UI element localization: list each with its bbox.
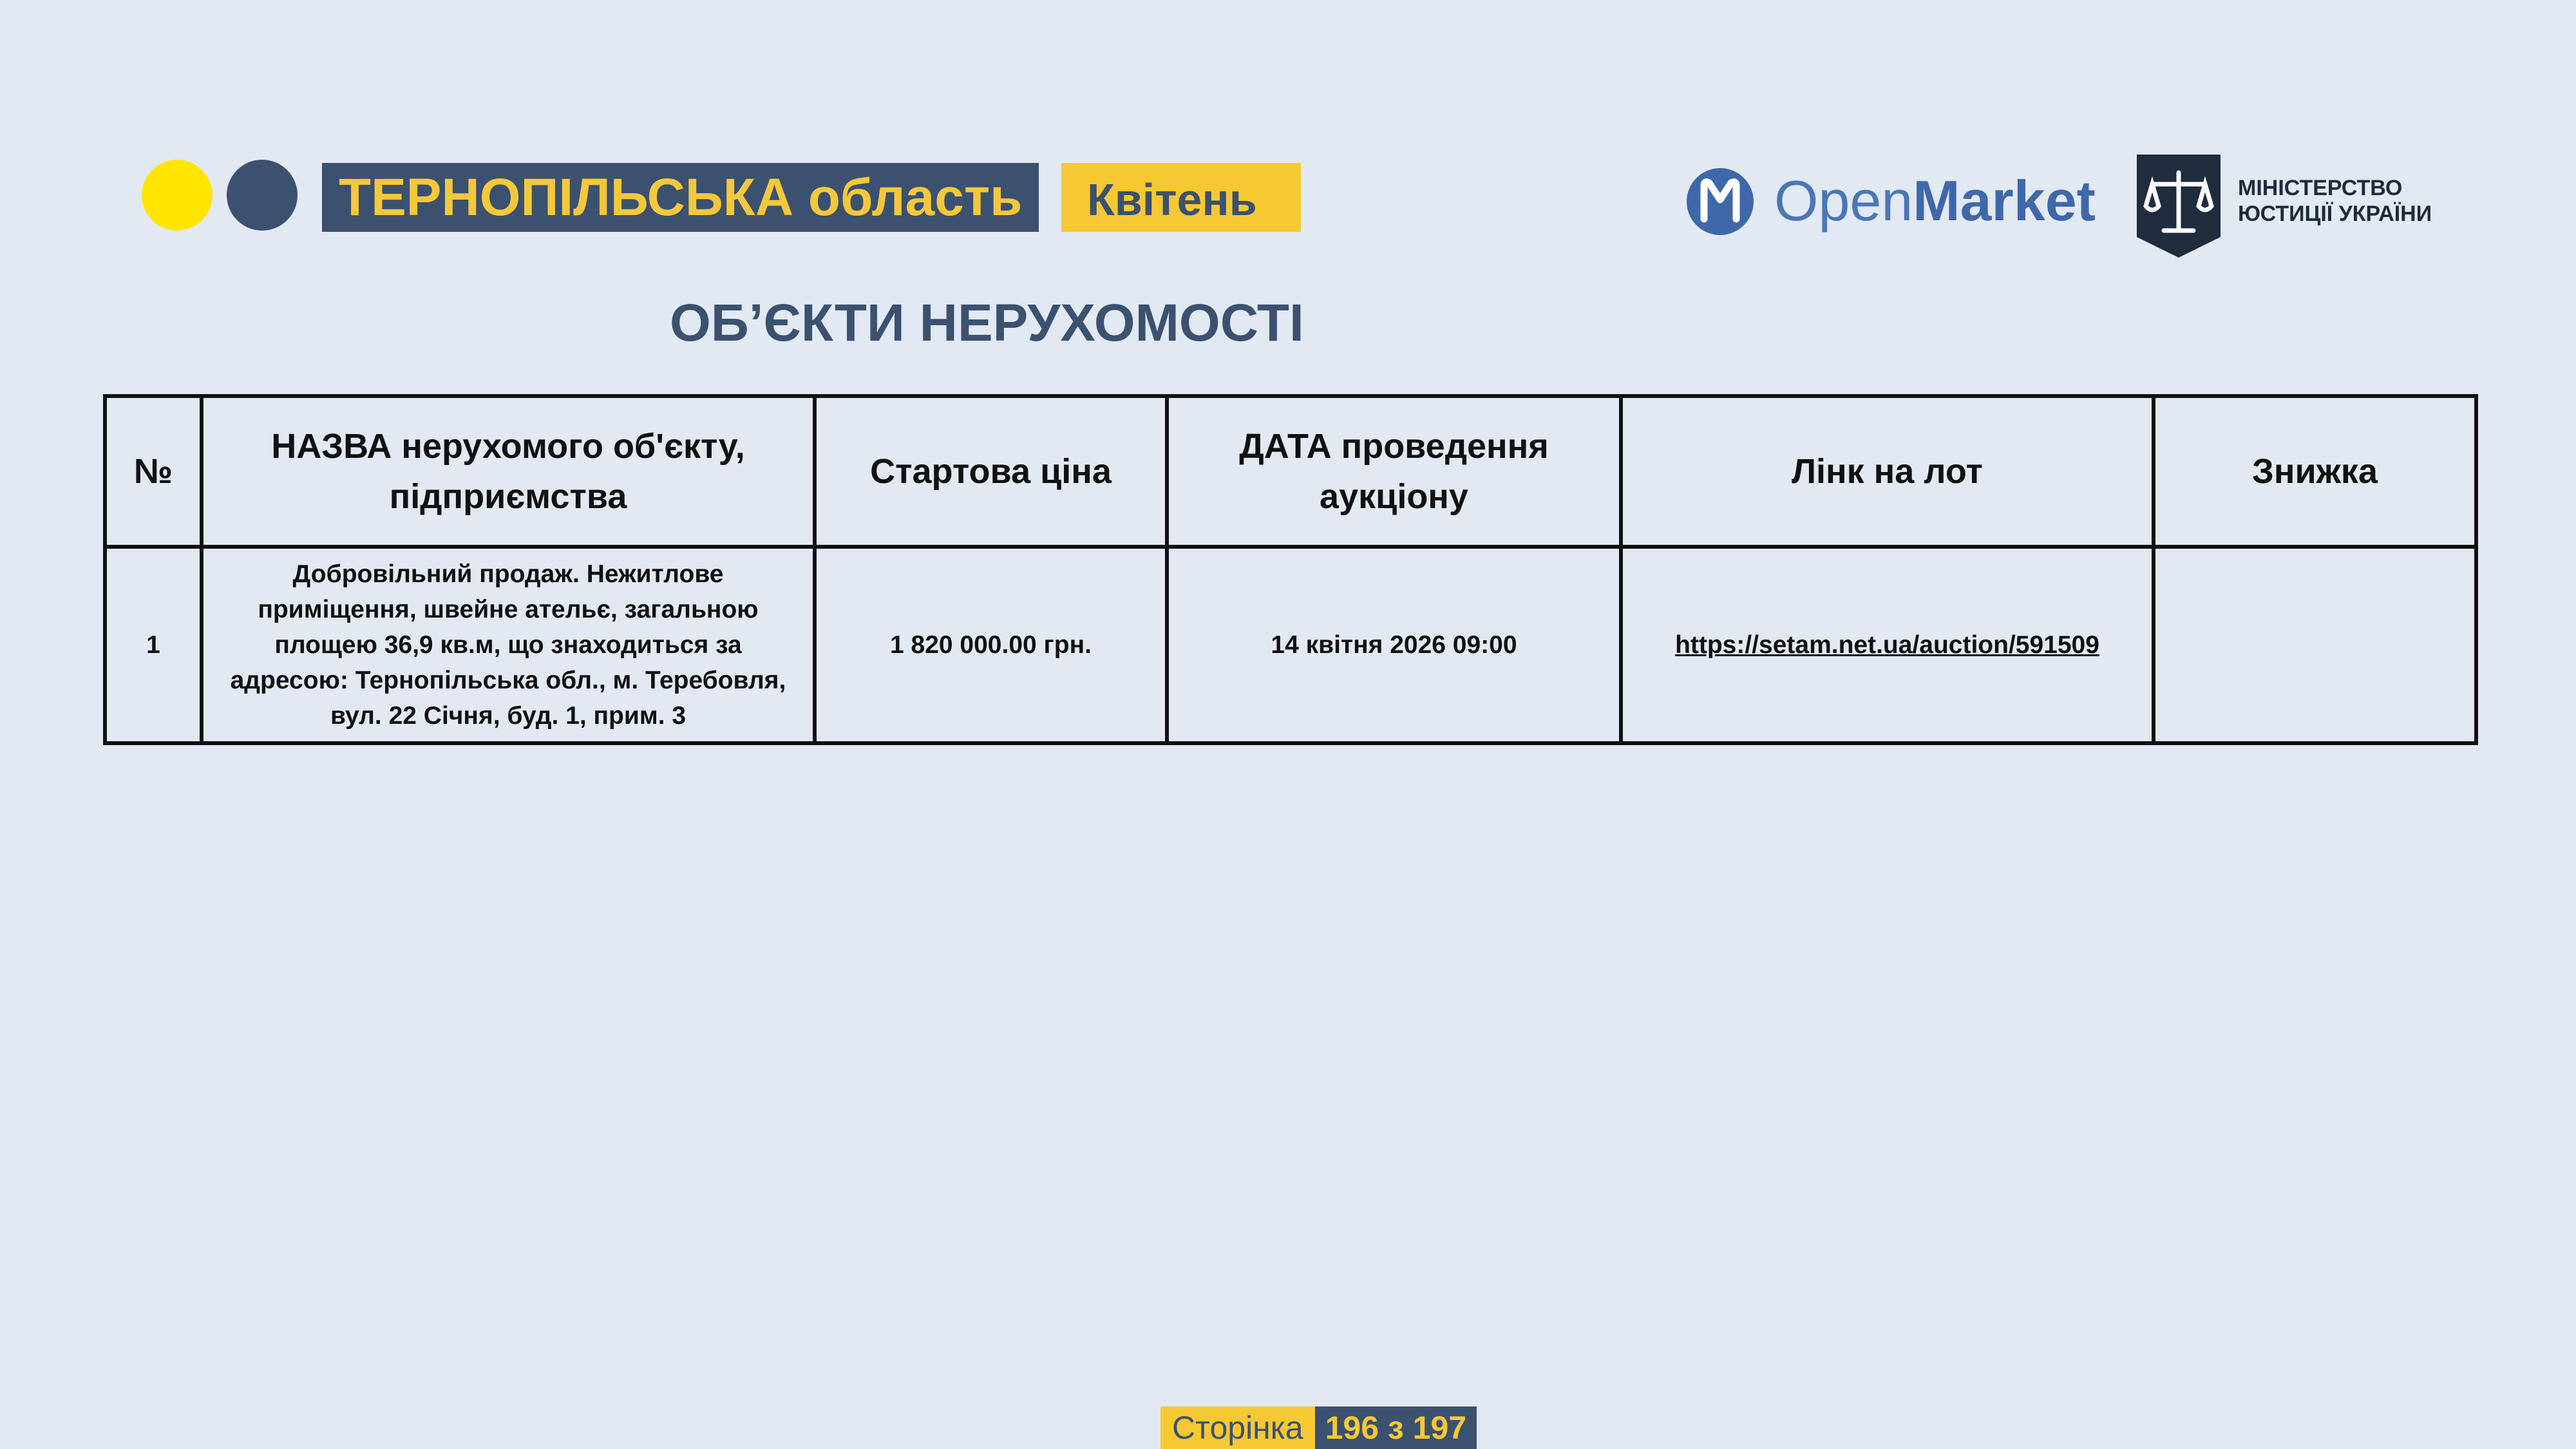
page-indicator-label: Сторінка bbox=[1160, 1406, 1315, 1449]
header-price: Стартова ціна bbox=[815, 396, 1167, 547]
header-name: НАЗВА нерухомого об'єкту, підприємства bbox=[202, 396, 815, 547]
ministry-shield-icon bbox=[2137, 155, 2221, 258]
ministry-name-line2: ЮСТИЦІЇ УКРАЇНИ bbox=[2238, 202, 2432, 226]
header-discount: Знижка bbox=[2154, 396, 2476, 547]
openmarket-wordmark-open: Open bbox=[1774, 169, 1913, 232]
cell-discount bbox=[2154, 547, 2476, 743]
table-row bbox=[105, 547, 2476, 743]
cell-date: 14 квітня 2026 09:00 bbox=[1167, 547, 1621, 743]
cell-name: Добровільний продаж. Нежитлове приміщення, швейне ательє, загальною площею 36,9 кв.м, що знаходиться за адресою: Тернопільська обл., м. Теребовля, вул. 22 Січня, буд. 1, прим. 3 bbox=[202, 547, 815, 743]
month-badge: Квітень bbox=[1061, 163, 1301, 232]
table-header-row bbox=[105, 396, 2476, 547]
header-number: № bbox=[105, 396, 202, 547]
header-link: Лінк на лот bbox=[1621, 396, 2154, 547]
page-title: ОБ’ЄКТИ НЕРУХОМОСТІ bbox=[670, 294, 1304, 352]
ministry-name-line1: МІНІСТЕРСТВО bbox=[2238, 176, 2403, 200]
openmarket-logo-icon bbox=[1686, 166, 1754, 237]
region-title: ТЕРНОПІЛЬСЬКА область bbox=[322, 163, 1039, 232]
openmarket-wordmark bbox=[1774, 169, 2096, 233]
auction-link[interactable]: https://setam.net.ua/auction/591509 bbox=[1621, 547, 2154, 743]
cell-number: 1 bbox=[105, 547, 202, 743]
lots-table bbox=[103, 394, 2478, 745]
ministry-name bbox=[2238, 175, 2432, 227]
page-indicator-number: 196 з 197 bbox=[1315, 1406, 1477, 1449]
navy-dot-decoration bbox=[227, 160, 298, 231]
openmarket-wordmark-market: Market bbox=[1913, 169, 2096, 232]
header-date: ДАТА проведення аукціону bbox=[1167, 396, 1621, 547]
yellow-dot-decoration bbox=[142, 160, 213, 231]
cell-price: 1 820 000.00 грн. bbox=[815, 547, 1167, 743]
page-indicator bbox=[1160, 1406, 1477, 1449]
